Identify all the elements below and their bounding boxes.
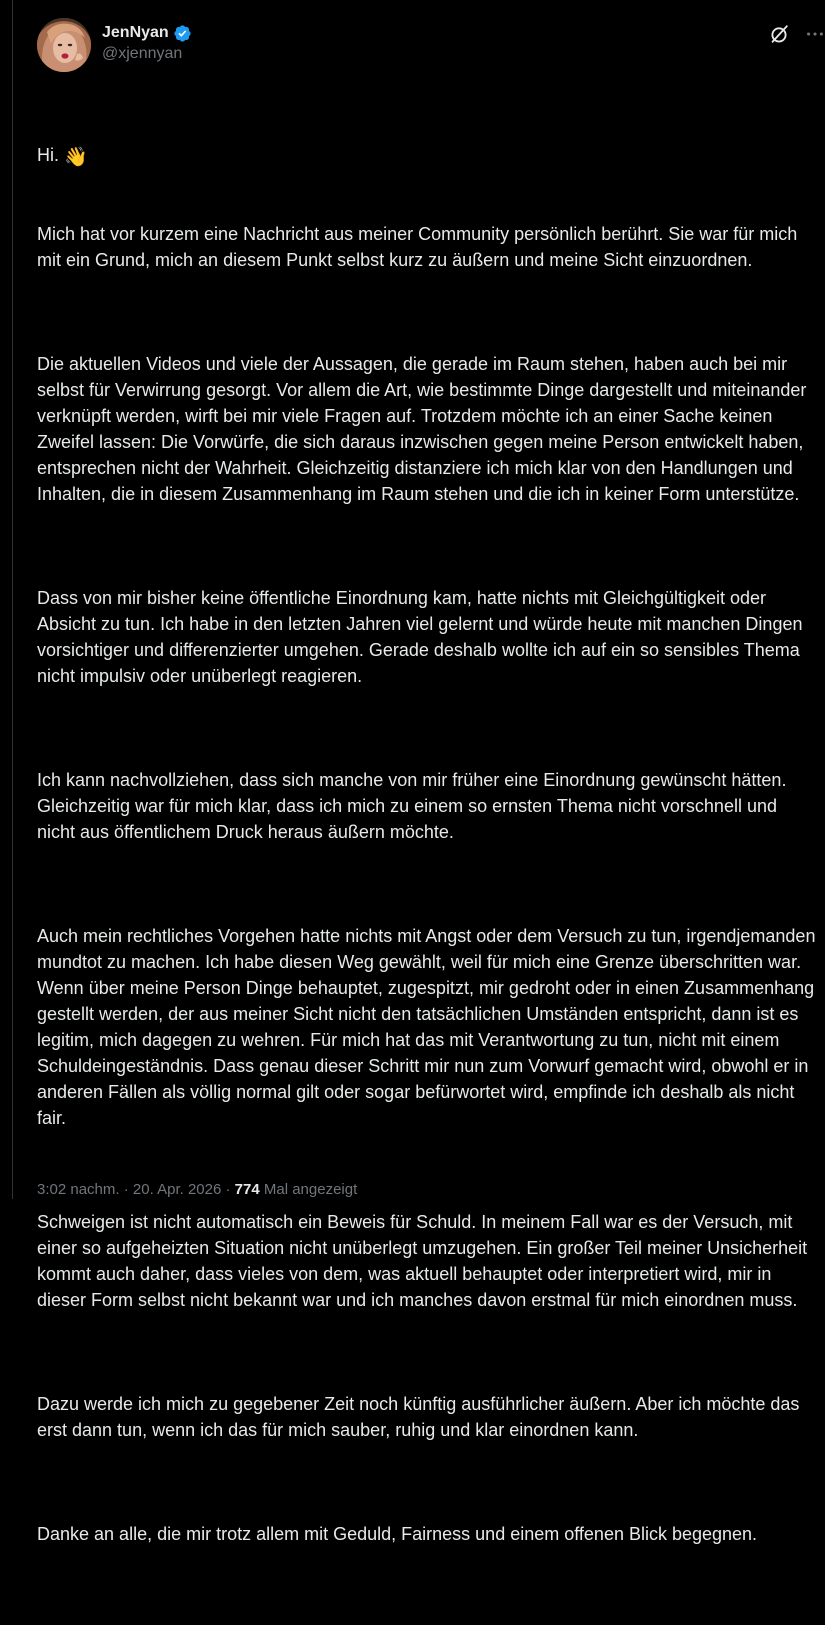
waving-hand-emoji: 👋 [64, 147, 88, 168]
author-handle[interactable]: @xjennyan [102, 45, 183, 62]
more-options-icon[interactable] [804, 23, 825, 45]
paragraph: Die aktuellen Videos und viele der Aussagen, die gerade im Raum stehen, haben auch bei mir selbst für Verwirrung gesorgt. Vor allem die Art, wie bestimmte Dinge dargestellt und miteinander verknüpft werden, wirft bei mir viele Fragen auf. Trotzdem möchte ich an einer Sache keinen Zweifel lassen: Die Vorwürfe, die sich daraus inzwischen gegen meine Person entwickelt haben, entsprechen nicht der Wahrheit. Gleichzeitig distanziere ich mich klar von den Handlungen und Inhalten, die in diesem Zusammenhang im Raum stehen und die ich in keiner Form unterstütze. [37, 354, 812, 504]
avatar-image [37, 18, 91, 72]
avatar[interactable] [37, 18, 91, 72]
author-names [102, 22, 192, 63]
meta-separator: · [225, 1181, 231, 1198]
paragraph: Auch mein rechtliches Vorgehen hatte nichts mit Angst oder dem Versuch zu tun, irgendjemanden mundtot zu machen. Ich habe diesen Weg gewählt, weil für mich eine Grenze überschritten war. Wenn über meine Person Dinge behauptet, zugespitzt, mir gedroht oder in einen Zusammenhang gestellt werden, der aus meiner Sicht nicht den tatsächlichen Umständen entspricht, dann ist es legitim, mich dagegen zu wehren. Für mich hat das mit Verantwortung zu tun, nicht mit einem Schuldeingeständnis. Dass genau dieser Schritt mir nun zum Vorwurf gemacht wird, obwohl er in anderen Fällen als völlig normal gilt oder sogar befürwortet wird, empfinde ich deshalb als nicht fair. [37, 926, 821, 1128]
paragraph: Danke an alle, die mir trotz allem mit Geduld, Fairness und einem offenen Blick begegnen. [37, 1524, 758, 1544]
meta-separator: · [123, 1181, 129, 1198]
greeting: Hi. [37, 145, 59, 165]
tweet-header [37, 18, 812, 74]
tweet-text [37, 90, 821, 1625]
views-count: 774 [234, 1181, 260, 1198]
tweet-meta [37, 1181, 357, 1198]
paragraph: Ich kann nachvollziehen, dass sich manche von mir früher eine Einordnung gewünscht hätten. Gleichzeitig war für mich klar, dass ich mich zu einem so ernsten Thema nicht vorschnell und nicht aus öffentlichem Druck heraus äußern möchte. [37, 770, 792, 842]
grok-icon[interactable] [768, 23, 790, 45]
paragraph: Dazu werde ich mich zu gegebener Zeit noch künftig ausführlicher äußern. Aber ich möchte das erst dann tun, wenn ich das für mich sauber, ruhig und klar einordnen kann. [37, 1394, 805, 1440]
post-time[interactable]: 3:02 nachm. [37, 1181, 120, 1198]
paragraph: Schweigen ist nicht automatisch ein Beweis für Schuld. In meinem Fall war es der Versuch, mit einer so aufgeheizten Situation nicht unüberlegt umzugehen. Ein großer Teil meiner Unsicherheit kommt auch daher, dass vieles von dem, was aktuell behauptet oder interpretiert wird, mir in dieser Form selbst nicht bekannt war und ich manches davon erstmal für mich einordnen muss. [37, 1212, 813, 1310]
paragraph: Mich hat vor kurzem eine Nachricht aus meiner Community persönlich berührt. Sie war für mich mit ein Grund, mich an diesem Punkt selbst kurz zu äußern und meine Sicht einzuordnen. [37, 224, 803, 270]
post-date[interactable]: 20. Apr. 2026 [132, 1181, 222, 1198]
greeting-line [37, 142, 817, 169]
views-label: Mal angezeigt [263, 1181, 358, 1198]
author-display-name[interactable]: JenNyan [102, 24, 169, 41]
display-name-row [102, 22, 192, 44]
verified-badge-icon[interactable] [173, 24, 192, 43]
tweet [13, 0, 825, 1544]
paragraph: Dass von mir bisher keine öffentliche Einordnung kam, hatte nichts mit Gleichgültigkeit oder Absicht zu tun. Ich habe in den letzten Jahren viel gelernt und würde heute mit manchen Dingen vorsichtiger und differenzierter umgehen. Gerade deshalb wollte ich auf ein so sensibles Thema nicht impulsiv oder unüberlegt reagieren. [37, 588, 808, 686]
